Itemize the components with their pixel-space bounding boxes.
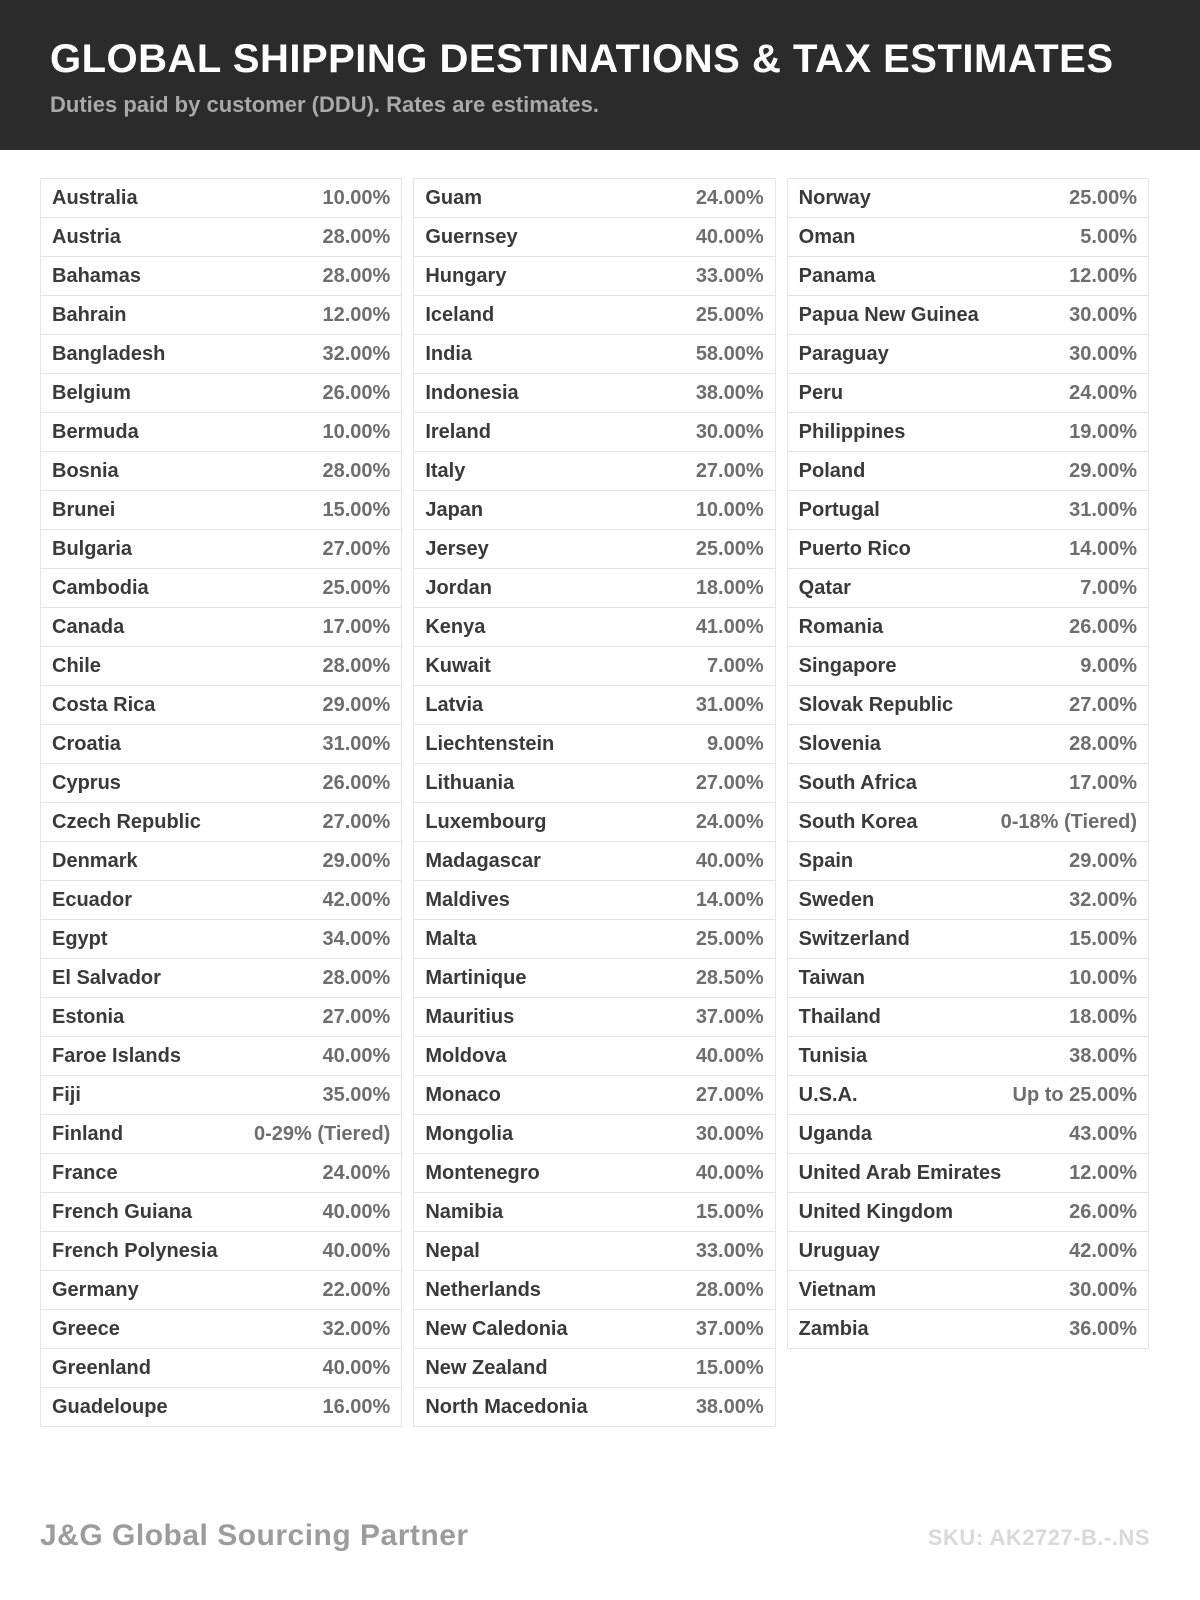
table-row <box>413 335 775 374</box>
country-name: Latvia <box>425 693 484 716</box>
tax-table-column-3 <box>787 178 1149 1349</box>
tax-rate: 26.00% <box>322 771 391 794</box>
tax-rate: 43.00% <box>1069 1122 1137 1145</box>
country-name: Qatar <box>798 576 851 599</box>
tax-rate: 24.00% <box>695 186 764 209</box>
tax-rate: 25.00% <box>322 576 391 599</box>
country-name: Uruguay <box>798 1239 880 1262</box>
tax-rate: 27.00% <box>695 1083 764 1106</box>
country-name: Portugal <box>798 498 880 521</box>
page-subtitle: Duties paid by customer (DDU). Rates are estimates. <box>50 92 599 117</box>
tax-rate: 19.00% <box>1069 420 1137 443</box>
country-name: South Korea <box>798 810 918 833</box>
table-row <box>413 608 775 647</box>
country-name: Chile <box>52 654 101 677</box>
country-name: Panama <box>798 264 876 287</box>
table-row <box>787 764 1149 803</box>
table-row <box>40 296 402 335</box>
table-row <box>40 530 402 569</box>
sku-label: SKU: AK2727-B.-.NS <box>927 1525 1150 1550</box>
country-name: Taiwan <box>798 966 865 989</box>
table-row <box>40 1388 402 1427</box>
country-name: Puerto Rico <box>798 537 911 560</box>
country-name: Mongolia <box>425 1122 514 1145</box>
tax-rate: 24.00% <box>322 1161 391 1184</box>
tax-rate: 28.00% <box>322 966 391 989</box>
country-name: Madagascar <box>425 849 541 872</box>
table-row <box>413 647 775 686</box>
country-name: Bermuda <box>52 420 139 443</box>
country-name: Paraguay <box>798 342 889 365</box>
country-name: Finland <box>52 1122 124 1145</box>
table-row <box>413 374 775 413</box>
page-footer <box>0 1519 1200 1553</box>
tax-rate: 0-18% (Tiered) <box>1000 810 1137 833</box>
tax-rate: 7.00% <box>1080 576 1137 599</box>
country-name: Maldives <box>425 888 510 911</box>
country-name: South Africa <box>798 771 917 794</box>
tax-rate: 40.00% <box>695 1044 764 1067</box>
country-name: Luxembourg <box>425 810 547 833</box>
table-row <box>413 1271 775 1310</box>
table-row <box>787 1115 1149 1154</box>
tax-rate: 9.00% <box>706 732 764 755</box>
tax-rate: 15.00% <box>1069 927 1137 950</box>
tax-rate: 38.00% <box>695 1395 764 1418</box>
country-name: Estonia <box>52 1005 125 1028</box>
tax-rate: 28.00% <box>322 459 391 482</box>
country-name: Mauritius <box>425 1005 515 1028</box>
country-name: El Salvador <box>52 966 161 989</box>
tax-rate: 30.00% <box>1069 342 1137 365</box>
table-row <box>40 491 402 530</box>
tax-rate: 24.00% <box>695 810 764 833</box>
table-row <box>413 491 775 530</box>
tax-rate: 31.00% <box>1069 498 1137 521</box>
table-row <box>40 413 402 452</box>
table-row <box>787 452 1149 491</box>
tax-rate: 58.00% <box>695 342 764 365</box>
tax-rate: 40.00% <box>322 1356 391 1379</box>
country-name: Denmark <box>52 849 138 872</box>
tax-rate: 28.00% <box>322 264 391 287</box>
table-row <box>787 218 1149 257</box>
table-row <box>787 803 1149 842</box>
country-name: Tunisia <box>798 1044 868 1067</box>
country-name: North Macedonia <box>425 1395 588 1418</box>
tax-rate: 26.00% <box>1069 1200 1137 1223</box>
country-name: Japan <box>425 498 484 521</box>
country-name: France <box>52 1161 118 1184</box>
country-name: New Caledonia <box>425 1317 568 1340</box>
tax-rate: 34.00% <box>322 927 391 950</box>
tax-rate: 18.00% <box>695 576 764 599</box>
tax-rate: 10.00% <box>695 498 764 521</box>
table-row <box>413 920 775 959</box>
country-name: Bangladesh <box>52 342 166 365</box>
tax-rate-table <box>0 150 1200 1427</box>
table-row <box>40 998 402 1037</box>
country-name: Indonesia <box>425 381 519 404</box>
country-name: Egypt <box>52 927 108 950</box>
tax-rate: 30.00% <box>695 1122 764 1145</box>
table-row <box>413 1232 775 1271</box>
table-row <box>787 335 1149 374</box>
country-name: Liechtenstein <box>425 732 555 755</box>
tax-rate: 0-29% (Tiered) <box>253 1122 391 1145</box>
table-row <box>787 257 1149 296</box>
tax-rate: 27.00% <box>322 810 391 833</box>
tax-rate: 12.00% <box>1069 1161 1137 1184</box>
tax-rate: 24.00% <box>1069 381 1137 404</box>
table-row <box>413 296 775 335</box>
tax-rate: 26.00% <box>1069 615 1137 638</box>
country-name: Romania <box>798 615 884 638</box>
table-row <box>787 374 1149 413</box>
tax-table-column-2 <box>413 178 775 1427</box>
table-row <box>787 608 1149 647</box>
table-row <box>413 881 775 920</box>
tax-rate: 15.00% <box>322 498 391 521</box>
country-name: Moldova <box>425 1044 507 1067</box>
country-name: Zambia <box>798 1317 869 1340</box>
tax-rate: 40.00% <box>695 849 764 872</box>
table-row <box>787 530 1149 569</box>
tax-rate: 41.00% <box>695 615 764 638</box>
table-row <box>40 920 402 959</box>
tax-rate: 29.00% <box>1069 849 1137 872</box>
table-row <box>787 1037 1149 1076</box>
table-row <box>787 296 1149 335</box>
tax-rate: 32.00% <box>322 342 391 365</box>
tax-rate: 27.00% <box>322 1005 391 1028</box>
table-row <box>40 881 402 920</box>
tax-rate: 32.00% <box>322 1317 391 1340</box>
table-row <box>413 725 775 764</box>
table-row <box>413 569 775 608</box>
tax-rate: 33.00% <box>695 1239 764 1262</box>
tax-rate: 29.00% <box>1069 459 1137 482</box>
table-row <box>413 1037 775 1076</box>
table-row <box>413 257 775 296</box>
country-name: Guernsey <box>425 225 518 248</box>
country-name: Jersey <box>425 537 489 560</box>
country-name: Ireland <box>425 420 491 443</box>
table-row <box>40 1193 402 1232</box>
table-row <box>787 1193 1149 1232</box>
country-name: United Kingdom <box>798 1200 954 1223</box>
country-name: Sweden <box>798 888 875 911</box>
table-row <box>40 608 402 647</box>
tax-rate: 9.00% <box>1080 654 1137 677</box>
country-name: U.S.A. <box>798 1083 858 1106</box>
tax-rate: 14.00% <box>695 888 764 911</box>
tax-rate: 25.00% <box>695 303 764 326</box>
tax-rate: 25.00% <box>695 537 764 560</box>
table-row <box>40 1349 402 1388</box>
tax-rate: 31.00% <box>695 693 764 716</box>
country-name: Ecuador <box>52 888 133 911</box>
tax-rate: 40.00% <box>322 1200 391 1223</box>
country-name: Slovenia <box>798 732 881 755</box>
country-name: Switzerland <box>798 927 910 950</box>
country-name: Peru <box>798 381 844 404</box>
country-name: Poland <box>798 459 866 482</box>
country-name: Oman <box>798 225 856 248</box>
country-name: Martinique <box>425 966 527 989</box>
tax-rate: 15.00% <box>695 1200 764 1223</box>
tax-rate: 42.00% <box>322 888 391 911</box>
tax-rate: 28.50% <box>695 966 764 989</box>
tax-rate: 37.00% <box>695 1317 764 1340</box>
country-name: Guam <box>425 186 483 209</box>
tax-rate: 18.00% <box>1069 1005 1137 1028</box>
tax-rate: 33.00% <box>695 264 764 287</box>
table-row <box>40 1310 402 1349</box>
brand-name: J&G Global Sourcing Partner <box>40 1519 469 1552</box>
table-row <box>413 764 775 803</box>
country-name: Canada <box>52 615 125 638</box>
country-name: Slovak Republic <box>798 693 954 716</box>
tax-rate: 30.00% <box>695 420 764 443</box>
table-row <box>40 1271 402 1310</box>
table-row <box>787 881 1149 920</box>
country-name: Malta <box>425 927 477 950</box>
table-row <box>787 1271 1149 1310</box>
country-name: Austria <box>52 225 121 248</box>
table-row <box>40 218 402 257</box>
table-row <box>40 179 402 218</box>
table-row <box>40 1232 402 1271</box>
table-row <box>40 452 402 491</box>
table-row <box>787 920 1149 959</box>
table-row <box>413 998 775 1037</box>
tax-rate: 10.00% <box>322 186 391 209</box>
country-name: Montenegro <box>425 1161 540 1184</box>
table-row <box>40 257 402 296</box>
country-name: Norway <box>798 186 871 209</box>
tax-rate: 27.00% <box>322 537 391 560</box>
country-name: Costa Rica <box>52 693 156 716</box>
country-name: Nepal <box>425 1239 480 1262</box>
tax-rate: 5.00% <box>1080 225 1137 248</box>
country-name: Thailand <box>798 1005 881 1028</box>
table-row <box>787 1310 1149 1349</box>
tax-rate: 22.00% <box>322 1278 391 1301</box>
table-row <box>413 1310 775 1349</box>
table-row <box>413 530 775 569</box>
country-name: Iceland <box>425 303 495 326</box>
country-name: New Zealand <box>425 1356 548 1379</box>
table-row <box>40 959 402 998</box>
table-row <box>787 959 1149 998</box>
table-row <box>40 1115 402 1154</box>
table-row <box>413 1193 775 1232</box>
table-row <box>40 374 402 413</box>
country-name: Bahamas <box>52 264 141 287</box>
country-name: Namibia <box>425 1200 504 1223</box>
table-row <box>40 335 402 374</box>
table-row <box>787 491 1149 530</box>
tax-rate: 15.00% <box>695 1356 764 1379</box>
country-name: Bosnia <box>52 459 119 482</box>
tax-rate: 30.00% <box>1069 303 1137 326</box>
tax-rate: 25.00% <box>1069 186 1137 209</box>
country-name: Cambodia <box>52 576 149 599</box>
country-name: Greenland <box>52 1356 151 1379</box>
table-row <box>787 725 1149 764</box>
country-name: Italy <box>425 459 466 482</box>
table-row <box>413 1388 775 1427</box>
table-row <box>787 569 1149 608</box>
tax-rate: 32.00% <box>1069 888 1137 911</box>
tax-rate: Up to 25.00% <box>1012 1083 1137 1106</box>
tax-rate: 28.00% <box>1069 732 1137 755</box>
table-row <box>787 842 1149 881</box>
table-row <box>413 842 775 881</box>
table-row <box>413 1349 775 1388</box>
tax-rate: 28.00% <box>695 1278 764 1301</box>
tax-rate: 28.00% <box>322 225 391 248</box>
tax-rate: 40.00% <box>322 1044 391 1067</box>
tax-rate: 36.00% <box>1069 1317 1137 1340</box>
table-row <box>40 725 402 764</box>
tax-rate: 38.00% <box>695 381 764 404</box>
country-name: Fiji <box>52 1083 81 1106</box>
country-name: French Polynesia <box>52 1239 218 1262</box>
table-row <box>787 179 1149 218</box>
country-name: Jordan <box>425 576 493 599</box>
table-row <box>40 842 402 881</box>
table-row <box>787 1232 1149 1271</box>
tax-rate: 31.00% <box>322 732 391 755</box>
tax-rate: 17.00% <box>1069 771 1137 794</box>
table-row <box>413 413 775 452</box>
tax-rate: 27.00% <box>1069 693 1137 716</box>
tax-rate: 12.00% <box>322 303 391 326</box>
country-name: United Arab Emirates <box>798 1161 1002 1184</box>
table-row <box>40 764 402 803</box>
country-name: India <box>425 342 472 365</box>
tax-rate: 16.00% <box>322 1395 391 1418</box>
page-header <box>0 0 1200 150</box>
table-row <box>787 1076 1149 1115</box>
country-name: French Guiana <box>52 1200 193 1223</box>
table-row <box>40 569 402 608</box>
tax-rate: 29.00% <box>322 849 391 872</box>
table-row <box>413 218 775 257</box>
tax-rate: 35.00% <box>322 1083 391 1106</box>
tax-rate: 30.00% <box>1069 1278 1137 1301</box>
table-row <box>413 1076 775 1115</box>
tax-table-column-1 <box>40 178 402 1427</box>
country-name: Netherlands <box>425 1278 541 1301</box>
table-row <box>787 647 1149 686</box>
table-row <box>413 959 775 998</box>
tax-rate: 25.00% <box>695 927 764 950</box>
country-name: Australia <box>52 186 138 209</box>
table-row <box>787 1154 1149 1193</box>
tax-rate: 40.00% <box>695 225 764 248</box>
country-name: Czech Republic <box>52 810 201 833</box>
country-name: Croatia <box>52 732 121 755</box>
table-row <box>40 1076 402 1115</box>
tax-rate: 27.00% <box>695 771 764 794</box>
table-row <box>413 1115 775 1154</box>
table-row <box>787 413 1149 452</box>
country-name: Papua New Guinea <box>798 303 979 326</box>
country-name: Lithuania <box>425 771 515 794</box>
table-row <box>40 803 402 842</box>
tax-rate: 42.00% <box>1069 1239 1137 1262</box>
table-row <box>787 998 1149 1037</box>
tax-rate: 29.00% <box>322 693 391 716</box>
country-name: Guadeloupe <box>52 1395 168 1418</box>
table-row <box>40 647 402 686</box>
table-row <box>40 686 402 725</box>
country-name: Bahrain <box>52 303 127 326</box>
table-row <box>40 1154 402 1193</box>
tax-rate: 28.00% <box>322 654 391 677</box>
country-name: Kuwait <box>425 654 491 677</box>
table-row <box>413 452 775 491</box>
tax-rate: 40.00% <box>322 1239 391 1262</box>
table-row <box>413 803 775 842</box>
country-name: Faroe Islands <box>52 1044 181 1067</box>
country-name: Cyprus <box>52 771 121 794</box>
tax-rate: 10.00% <box>1069 966 1137 989</box>
tax-rate: 10.00% <box>322 420 391 443</box>
tax-rate: 40.00% <box>695 1161 764 1184</box>
table-row <box>413 686 775 725</box>
country-name: Philippines <box>798 420 906 443</box>
tax-rate: 37.00% <box>695 1005 764 1028</box>
tax-rate: 17.00% <box>322 615 391 638</box>
country-name: Uganda <box>798 1122 872 1145</box>
table-row <box>40 1037 402 1076</box>
country-name: Brunei <box>52 498 116 521</box>
table-row <box>413 1154 775 1193</box>
page-title: GLOBAL SHIPPING DESTINATIONS & TAX ESTIMATES <box>50 37 1114 81</box>
tax-rate: 7.00% <box>706 654 764 677</box>
country-name: Singapore <box>798 654 897 677</box>
country-name: Monaco <box>425 1083 501 1106</box>
table-row <box>787 686 1149 725</box>
country-name: Germany <box>52 1278 139 1301</box>
country-name: Vietnam <box>798 1278 877 1301</box>
country-name: Belgium <box>52 381 131 404</box>
table-row <box>413 179 775 218</box>
tax-rate: 27.00% <box>695 459 764 482</box>
country-name: Greece <box>52 1317 120 1340</box>
country-name: Hungary <box>425 264 507 287</box>
country-name: Kenya <box>425 615 486 638</box>
tax-rate: 12.00% <box>1069 264 1137 287</box>
country-name: Bulgaria <box>52 537 133 560</box>
country-name: Spain <box>798 849 854 872</box>
tax-rate: 14.00% <box>1069 537 1137 560</box>
tax-rate: 38.00% <box>1069 1044 1137 1067</box>
tax-rate: 26.00% <box>322 381 391 404</box>
